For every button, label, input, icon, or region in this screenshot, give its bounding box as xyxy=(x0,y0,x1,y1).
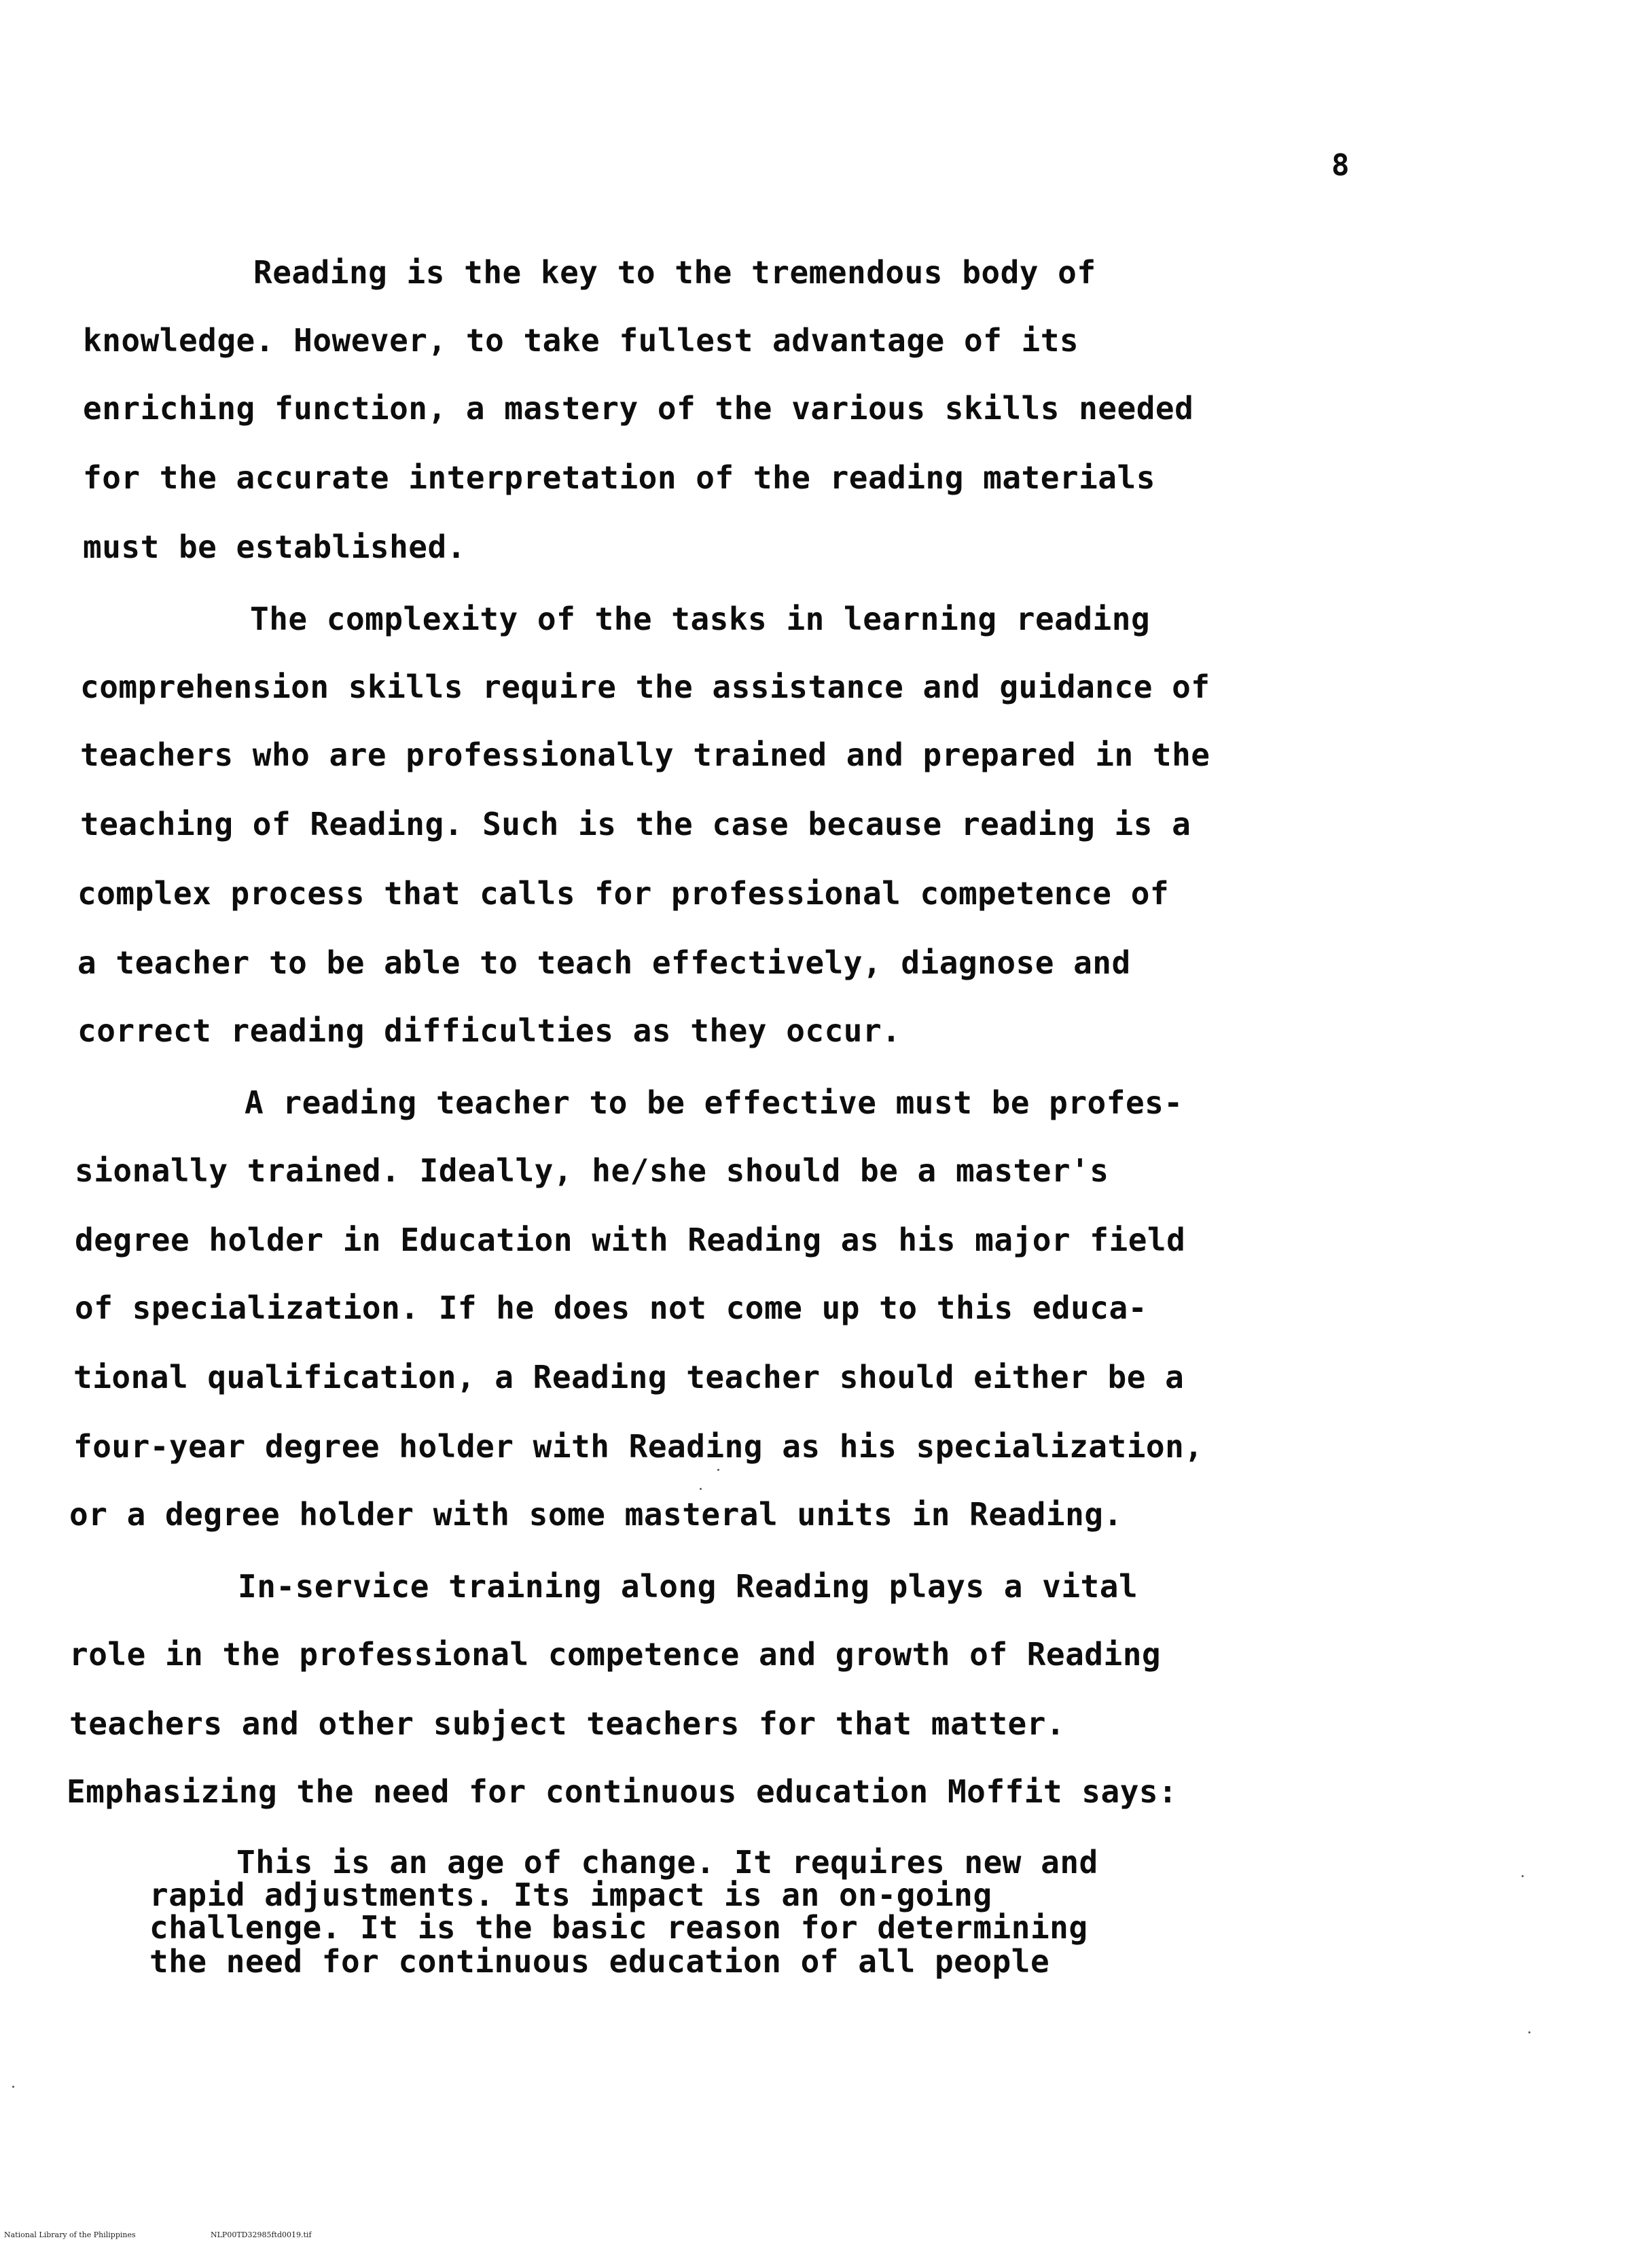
footer-source: National Library of the Philippines xyxy=(4,2230,136,2239)
text-line: teaching of Reading. Such is the case because reading is a xyxy=(80,806,1191,842)
text-line: four-year degree holder with Reading as his specialization, xyxy=(73,1428,1204,1465)
scan-speck xyxy=(1522,1875,1524,1877)
text-line: role in the professional competence and growth of Reading xyxy=(69,1636,1162,1673)
quote-line: the need for continuous education of all people xyxy=(149,1943,1050,1980)
text-line: correct reading difficulties as they occur. xyxy=(77,1012,901,1049)
text-line: In-service training along Reading plays a vital xyxy=(238,1568,1138,1605)
text-line: sionally trained. Ideally, he/she should be a master's xyxy=(75,1152,1109,1189)
text-line: The complexity of the tasks in learning reading xyxy=(250,601,1151,637)
footer-file-id: NLP00TD32985ftd0019.tif xyxy=(211,2230,312,2239)
text-line: for the accurate interpretation of the reading materials xyxy=(83,459,1155,496)
text-line: teachers and other subject teachers for that matter. xyxy=(69,1705,1066,1742)
quote-line: This is an age of change. It requires new and xyxy=(236,1844,1098,1881)
page-number: 8 xyxy=(1331,148,1350,183)
text-line: degree holder in Education with Reading as his major field xyxy=(75,1222,1186,1258)
text-line: or a degree holder with some masteral units in Reading. xyxy=(69,1496,1123,1533)
scan-speck xyxy=(717,1469,719,1471)
scan-speck xyxy=(700,1488,702,1490)
text-line: comprehension skills require the assistance and guidance of xyxy=(80,669,1210,705)
scan-speck xyxy=(12,2086,14,2088)
quote-line: challenge. It is the basic reason for determining xyxy=(149,1909,1088,1946)
text-line: a teacher to be able to teach effectively, diagnose and xyxy=(77,944,1131,981)
text-line: Emphasizing the need for continuous education Moffit says: xyxy=(67,1773,1178,1810)
text-line: A reading teacher to be effective must be profes- xyxy=(245,1084,1183,1121)
text-line: enriching function, a mastery of the various skills needed xyxy=(83,390,1194,427)
text-line: tional qualification, a Reading teacher should either be a xyxy=(73,1359,1185,1395)
text-line: of specialization. If he does not come up to this educa- xyxy=(75,1289,1147,1326)
text-line: must be established. xyxy=(83,529,466,565)
text-line: teachers who are professionally trained and prepared in the xyxy=(80,736,1210,773)
text-line: knowledge. However, to take fullest advantage of its xyxy=(83,322,1079,359)
quote-line: rapid adjustments. Its impact is an on-going xyxy=(149,1876,992,1913)
text-line: complex process that calls for professional competence of xyxy=(77,875,1170,912)
scan-speck xyxy=(1528,2031,1530,2033)
text-line: Reading is the key to the tremendous body of xyxy=(253,254,1096,291)
